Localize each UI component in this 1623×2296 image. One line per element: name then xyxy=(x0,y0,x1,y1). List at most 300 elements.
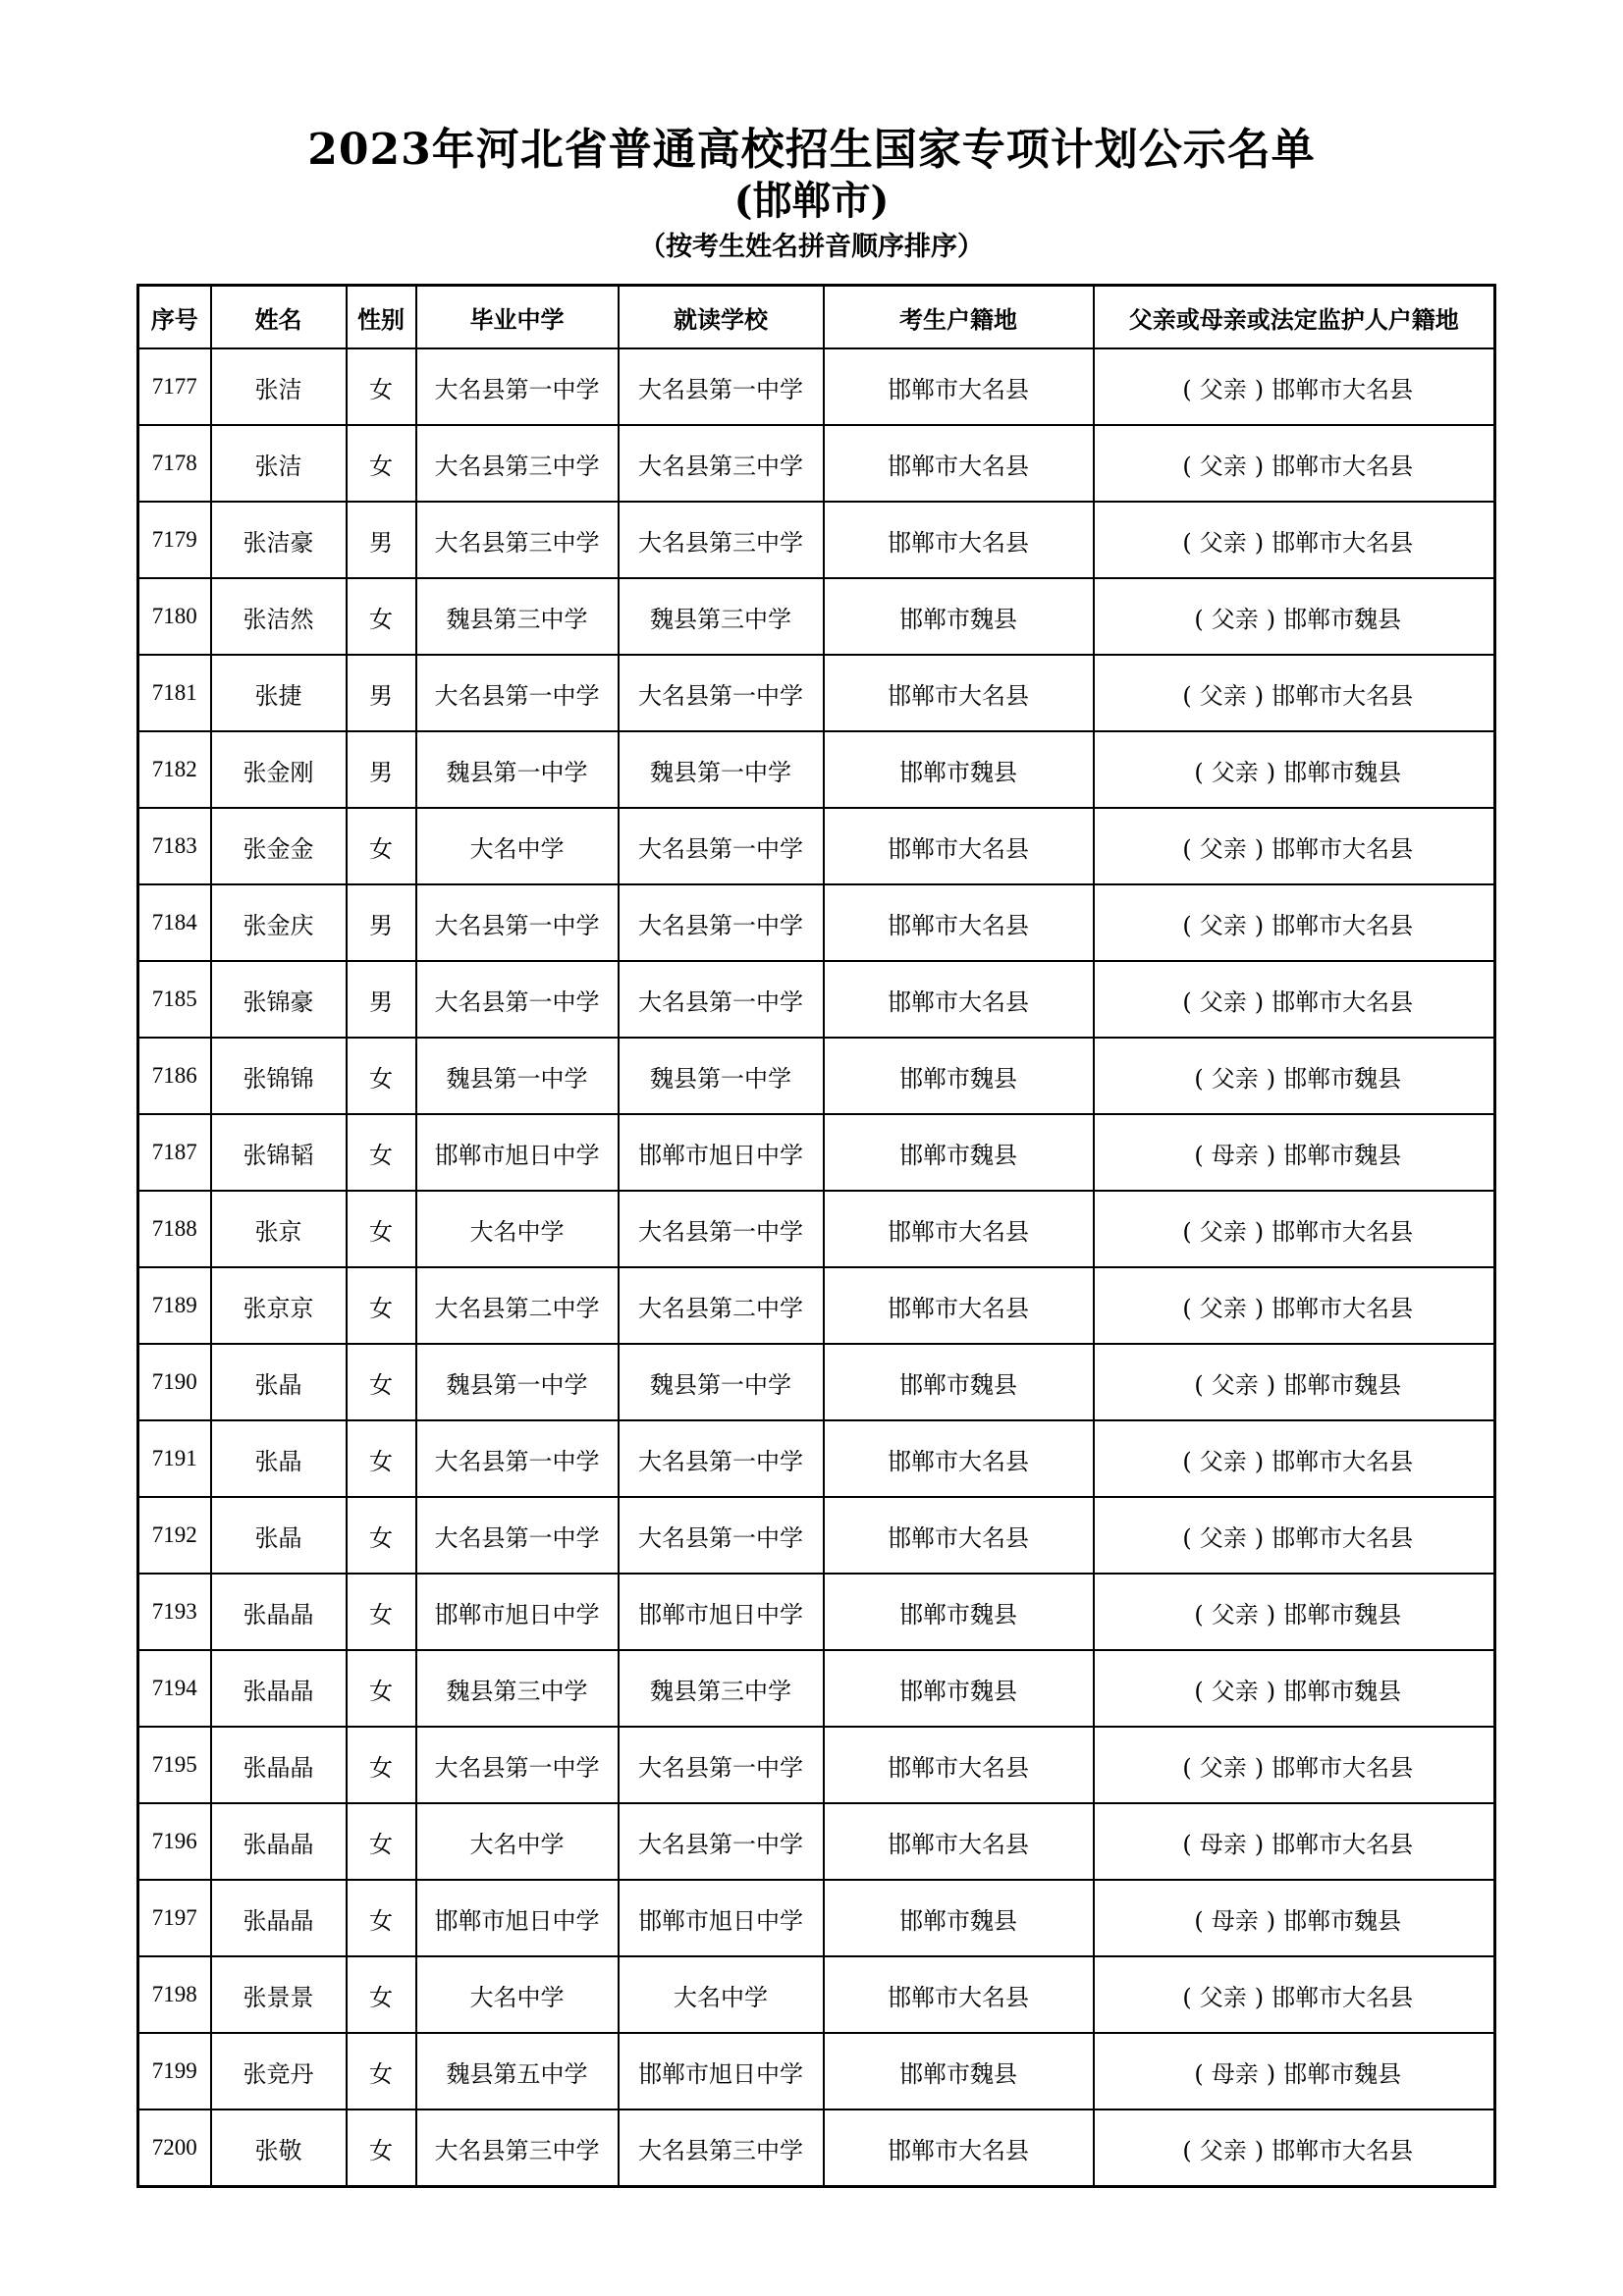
cell-name: 张京 xyxy=(211,1191,347,1267)
cell-no: 7185 xyxy=(138,961,211,1038)
cell-name: 张京京 xyxy=(211,1267,347,1344)
close-paren: ) xyxy=(1266,1064,1276,1093)
guardian-relation: 母亲 xyxy=(1211,2059,1259,2088)
cell-no: 7190 xyxy=(138,1344,211,1420)
cell-residence: 邯郸市大名县 xyxy=(824,808,1094,884)
close-paren: ) xyxy=(1254,528,1265,557)
guardian-relation: 父亲 xyxy=(1211,605,1259,633)
cell-name: 张洁然 xyxy=(211,578,347,655)
open-paren: ( xyxy=(1182,2136,1192,2164)
cell-current-school: 邯郸市旭日中学 xyxy=(619,2033,824,2109)
table-row xyxy=(138,1650,1495,1727)
cell-gender: 女 xyxy=(347,1574,416,1650)
cell-no: 7180 xyxy=(138,578,211,655)
table-row xyxy=(138,1191,1495,1267)
cell-guardian-residence xyxy=(1094,1574,1495,1650)
close-paren: ) xyxy=(1266,758,1276,786)
close-paren: ) xyxy=(1254,1447,1265,1475)
guardian-relation: 父亲 xyxy=(1211,758,1259,786)
open-paren: ( xyxy=(1182,1294,1192,1322)
cell-current-school: 邯郸市旭日中学 xyxy=(619,1880,824,1956)
cell-current-school: 魏县第三中学 xyxy=(619,1650,824,1727)
cell-no: 7184 xyxy=(138,884,211,961)
cell-residence: 邯郸市大名县 xyxy=(824,348,1094,425)
table-row xyxy=(138,1727,1495,1803)
guardian-residence-place: 邯郸市大名县 xyxy=(1271,528,1414,557)
cell-grad-school: 魏县第三中学 xyxy=(416,1650,619,1727)
cell-residence: 邯郸市魏县 xyxy=(824,1880,1094,1956)
close-paren: ) xyxy=(1266,1370,1276,1399)
cell-no: 7193 xyxy=(138,1574,211,1650)
cell-gender: 女 xyxy=(347,1344,416,1420)
cell-grad-school: 大名县第三中学 xyxy=(416,502,619,578)
column-header-no: 序号 xyxy=(138,286,211,349)
cell-no: 7183 xyxy=(138,808,211,884)
guardian-relation: 父亲 xyxy=(1199,452,1247,480)
cell-gender: 女 xyxy=(347,1880,416,1956)
open-paren: ( xyxy=(1182,911,1192,939)
guardian-relation: 父亲 xyxy=(1199,375,1247,403)
guardian-relation: 父亲 xyxy=(1199,911,1247,939)
cell-residence: 邯郸市大名县 xyxy=(824,1420,1094,1497)
table-row xyxy=(138,2109,1495,2187)
cell-residence: 邯郸市大名县 xyxy=(824,655,1094,731)
cell-grad-school: 大名县第一中学 xyxy=(416,961,619,1038)
guardian-relation: 父亲 xyxy=(1199,1753,1247,1782)
open-paren: ( xyxy=(1182,1753,1192,1782)
document-header xyxy=(0,126,1623,267)
cell-name: 张敬 xyxy=(211,2109,347,2187)
column-header-guardian-residence: 父亲或母亲或法定监护人户籍地 xyxy=(1094,286,1495,349)
cell-current-school: 大名县第一中学 xyxy=(619,348,824,425)
cell-no: 7194 xyxy=(138,1650,211,1727)
cell-grad-school: 大名中学 xyxy=(416,1191,619,1267)
cell-no: 7178 xyxy=(138,425,211,502)
cell-guardian-residence xyxy=(1094,1114,1495,1191)
guardian-residence-place: 邯郸市魏县 xyxy=(1283,1906,1402,1935)
cell-current-school: 大名县第二中学 xyxy=(619,1267,824,1344)
cell-guardian-residence xyxy=(1094,1956,1495,2033)
table-row xyxy=(138,578,1495,655)
cell-gender: 男 xyxy=(347,961,416,1038)
guardian-residence-place: 邯郸市大名县 xyxy=(1271,681,1414,710)
cell-guardian-residence xyxy=(1094,731,1495,808)
table-row xyxy=(138,884,1495,961)
cell-current-school: 大名县第三中学 xyxy=(619,502,824,578)
guardian-residence-place: 邯郸市大名县 xyxy=(1271,911,1414,939)
cell-gender: 女 xyxy=(347,1114,416,1191)
close-paren: ) xyxy=(1254,834,1265,863)
cell-guardian-residence xyxy=(1094,1650,1495,1727)
cell-name: 张锦豪 xyxy=(211,961,347,1038)
cell-guardian-residence xyxy=(1094,1880,1495,1956)
table-row xyxy=(138,1420,1495,1497)
cell-gender: 女 xyxy=(347,2109,416,2187)
guardian-residence-place: 邯郸市魏县 xyxy=(1283,1677,1402,1705)
open-paren: ( xyxy=(1194,758,1204,786)
cell-gender: 男 xyxy=(347,502,416,578)
cell-guardian-residence xyxy=(1094,1727,1495,1803)
close-paren: ) xyxy=(1266,1141,1276,1169)
table-row xyxy=(138,1344,1495,1420)
guardian-relation: 父亲 xyxy=(1199,2136,1247,2164)
close-paren: ) xyxy=(1254,452,1265,480)
cell-no: 7192 xyxy=(138,1497,211,1574)
guardian-relation: 父亲 xyxy=(1199,1294,1247,1322)
guardian-residence-place: 邯郸市魏县 xyxy=(1283,758,1402,786)
cell-grad-school: 大名县第一中学 xyxy=(416,348,619,425)
table-row xyxy=(138,808,1495,884)
cell-current-school: 大名中学 xyxy=(619,1956,824,2033)
cell-guardian-residence xyxy=(1094,1191,1495,1267)
cell-name: 张洁豪 xyxy=(211,502,347,578)
cell-current-school: 大名县第一中学 xyxy=(619,884,824,961)
cell-current-school: 邯郸市旭日中学 xyxy=(619,1114,824,1191)
cell-grad-school: 大名县第三中学 xyxy=(416,425,619,502)
cell-current-school: 大名县第一中学 xyxy=(619,1727,824,1803)
close-paren: ) xyxy=(1254,1523,1265,1552)
cell-grad-school: 大名县第一中学 xyxy=(416,884,619,961)
guardian-residence-place: 邯郸市大名县 xyxy=(1271,834,1414,863)
table-body xyxy=(138,348,1495,2187)
cell-no: 7191 xyxy=(138,1420,211,1497)
cell-grad-school: 大名中学 xyxy=(416,1956,619,2033)
guardian-relation: 父亲 xyxy=(1199,1983,1247,2011)
cell-no: 7195 xyxy=(138,1727,211,1803)
cell-current-school: 大名县第一中学 xyxy=(619,1420,824,1497)
guardian-residence-place: 邯郸市魏县 xyxy=(1283,1370,1402,1399)
cell-guardian-residence xyxy=(1094,655,1495,731)
guardian-relation: 父亲 xyxy=(1199,528,1247,557)
open-paren: ( xyxy=(1182,1983,1192,2011)
cell-name: 张金庆 xyxy=(211,884,347,961)
cell-residence: 邯郸市魏县 xyxy=(824,1650,1094,1727)
table-row xyxy=(138,1038,1495,1114)
open-paren: ( xyxy=(1182,375,1192,403)
cell-gender: 女 xyxy=(347,1650,416,1727)
cell-no: 7186 xyxy=(138,1038,211,1114)
cell-grad-school: 大名中学 xyxy=(416,1803,619,1880)
cell-no: 7197 xyxy=(138,1880,211,1956)
cell-guardian-residence xyxy=(1094,808,1495,884)
cell-guardian-residence xyxy=(1094,1497,1495,1574)
cell-name: 张捷 xyxy=(211,655,347,731)
cell-residence: 邯郸市魏县 xyxy=(824,1574,1094,1650)
guardian-residence-place: 邯郸市大名县 xyxy=(1271,1294,1414,1322)
close-paren: ) xyxy=(1254,988,1265,1016)
guardian-relation: 母亲 xyxy=(1211,1141,1259,1169)
guardian-relation: 父亲 xyxy=(1199,1523,1247,1552)
cell-residence: 邯郸市魏县 xyxy=(824,1038,1094,1114)
cell-current-school: 魏县第一中学 xyxy=(619,731,824,808)
cell-grad-school: 魏县第一中学 xyxy=(416,1038,619,1114)
cell-gender: 女 xyxy=(347,348,416,425)
cell-gender: 女 xyxy=(347,1038,416,1114)
guardian-relation: 父亲 xyxy=(1199,988,1247,1016)
student-roster-table xyxy=(136,284,1496,2188)
column-header-grad-school: 毕业中学 xyxy=(416,286,619,349)
cell-no: 7177 xyxy=(138,348,211,425)
cell-grad-school: 大名县第一中学 xyxy=(416,1497,619,1574)
table-row xyxy=(138,731,1495,808)
table-row xyxy=(138,348,1495,425)
open-paren: ( xyxy=(1182,1830,1192,1858)
cell-name: 张晶 xyxy=(211,1497,347,1574)
cell-gender: 男 xyxy=(347,884,416,961)
cell-grad-school: 大名县第三中学 xyxy=(416,2109,619,2187)
table-header-row xyxy=(138,286,1495,349)
close-paren: ) xyxy=(1254,2136,1265,2164)
cell-guardian-residence xyxy=(1094,502,1495,578)
guardian-residence-place: 邯郸市大名县 xyxy=(1271,1217,1414,1246)
cell-grad-school: 魏县第一中学 xyxy=(416,731,619,808)
guardian-residence-place: 邯郸市大名县 xyxy=(1271,1753,1414,1782)
open-paren: ( xyxy=(1182,988,1192,1016)
cell-grad-school: 邯郸市旭日中学 xyxy=(416,1880,619,1956)
guardian-residence-place: 邯郸市大名县 xyxy=(1271,1830,1414,1858)
cell-no: 7187 xyxy=(138,1114,211,1191)
cell-residence: 邯郸市大名县 xyxy=(824,1267,1094,1344)
cell-guardian-residence xyxy=(1094,1420,1495,1497)
cell-name: 张锦韬 xyxy=(211,1114,347,1191)
cell-no: 7182 xyxy=(138,731,211,808)
guardian-residence-place: 邯郸市魏县 xyxy=(1283,2059,1402,2088)
guardian-residence-place: 邯郸市大名县 xyxy=(1271,1983,1414,2011)
cell-guardian-residence xyxy=(1094,1038,1495,1114)
cell-name: 张洁 xyxy=(211,348,347,425)
guardian-residence-place: 邯郸市魏县 xyxy=(1283,605,1402,633)
guardian-residence-place: 邯郸市魏县 xyxy=(1283,1141,1402,1169)
cell-no: 7181 xyxy=(138,655,211,731)
cell-current-school: 大名县第一中学 xyxy=(619,961,824,1038)
cell-residence: 邯郸市魏县 xyxy=(824,1344,1094,1420)
cell-current-school: 大名县第一中学 xyxy=(619,1497,824,1574)
cell-gender: 女 xyxy=(347,1727,416,1803)
cell-guardian-residence xyxy=(1094,1803,1495,1880)
guardian-residence-place: 邯郸市大名县 xyxy=(1271,2136,1414,2164)
close-paren: ) xyxy=(1266,1906,1276,1935)
cell-name: 张晶晶 xyxy=(211,1574,347,1650)
column-header-residence: 考生户籍地 xyxy=(824,286,1094,349)
cell-guardian-residence xyxy=(1094,425,1495,502)
cell-current-school: 大名县第一中学 xyxy=(619,655,824,731)
cell-no: 7189 xyxy=(138,1267,211,1344)
cell-residence: 邯郸市魏县 xyxy=(824,2033,1094,2109)
cell-name: 张晶晶 xyxy=(211,1650,347,1727)
cell-grad-school: 魏县第三中学 xyxy=(416,578,619,655)
column-header-gender: 性别 xyxy=(347,286,416,349)
cell-residence: 邯郸市大名县 xyxy=(824,961,1094,1038)
guardian-residence-place: 邯郸市大名县 xyxy=(1271,452,1414,480)
open-paren: ( xyxy=(1194,605,1204,633)
table-row xyxy=(138,655,1495,731)
cell-current-school: 魏县第一中学 xyxy=(619,1344,824,1420)
cell-name: 张金刚 xyxy=(211,731,347,808)
cell-residence: 邯郸市大名县 xyxy=(824,884,1094,961)
cell-residence: 邯郸市大名县 xyxy=(824,1497,1094,1574)
guardian-residence-place: 邯郸市魏县 xyxy=(1283,1600,1402,1629)
cell-no: 7199 xyxy=(138,2033,211,2109)
close-paren: ) xyxy=(1266,605,1276,633)
open-paren: ( xyxy=(1182,452,1192,480)
cell-guardian-residence xyxy=(1094,884,1495,961)
close-paren: ) xyxy=(1254,1217,1265,1246)
cell-grad-school: 大名中学 xyxy=(416,808,619,884)
cell-residence: 邯郸市魏县 xyxy=(824,1114,1094,1191)
table-row xyxy=(138,961,1495,1038)
cell-gender: 男 xyxy=(347,655,416,731)
cell-name: 张洁 xyxy=(211,425,347,502)
table-row xyxy=(138,425,1495,502)
guardian-residence-place: 邯郸市大名县 xyxy=(1271,375,1414,403)
cell-no: 7196 xyxy=(138,1803,211,1880)
table-row xyxy=(138,1574,1495,1650)
cell-gender: 女 xyxy=(347,1497,416,1574)
cell-residence: 邯郸市大名县 xyxy=(824,1803,1094,1880)
open-paren: ( xyxy=(1194,1677,1204,1705)
cell-current-school: 大名县第三中学 xyxy=(619,2109,824,2187)
close-paren: ) xyxy=(1254,681,1265,710)
guardian-relation: 父亲 xyxy=(1199,681,1247,710)
open-paren: ( xyxy=(1194,2059,1204,2088)
table-row xyxy=(138,1267,1495,1344)
cell-current-school: 魏县第三中学 xyxy=(619,578,824,655)
cell-name: 张竞丹 xyxy=(211,2033,347,2109)
cell-name: 张晶晶 xyxy=(211,1803,347,1880)
cell-guardian-residence xyxy=(1094,2109,1495,2187)
cell-gender: 男 xyxy=(347,731,416,808)
table-row xyxy=(138,1497,1495,1574)
close-paren: ) xyxy=(1254,1830,1265,1858)
cell-current-school: 邯郸市旭日中学 xyxy=(619,1574,824,1650)
cell-grad-school: 邯郸市旭日中学 xyxy=(416,1114,619,1191)
table-row xyxy=(138,1956,1495,2033)
open-paren: ( xyxy=(1182,834,1192,863)
page-subtitle: (邯郸市) xyxy=(733,178,890,224)
cell-grad-school: 大名县第二中学 xyxy=(416,1267,619,1344)
table-row xyxy=(138,1114,1495,1191)
cell-no: 7198 xyxy=(138,1956,211,2033)
close-paren: ) xyxy=(1266,1677,1276,1705)
cell-name: 张晶 xyxy=(211,1420,347,1497)
close-paren: ) xyxy=(1254,1753,1265,1782)
guardian-residence-place: 邯郸市魏县 xyxy=(1283,1064,1402,1093)
guardian-residence-place: 邯郸市大名县 xyxy=(1271,988,1414,1016)
open-paren: ( xyxy=(1194,1141,1204,1169)
cell-grad-school: 魏县第一中学 xyxy=(416,1344,619,1420)
cell-no: 7200 xyxy=(138,2109,211,2187)
cell-residence: 邯郸市大名县 xyxy=(824,2109,1094,2187)
cell-gender: 女 xyxy=(347,578,416,655)
cell-residence: 邯郸市大名县 xyxy=(824,1956,1094,2033)
cell-name: 张晶晶 xyxy=(211,1880,347,1956)
close-paren: ) xyxy=(1254,911,1265,939)
table-row xyxy=(138,2033,1495,2109)
cell-grad-school: 魏县第五中学 xyxy=(416,2033,619,2109)
open-paren: ( xyxy=(1194,1064,1204,1093)
cell-residence: 邯郸市大名县 xyxy=(824,502,1094,578)
column-header-name: 姓名 xyxy=(211,286,347,349)
guardian-relation: 母亲 xyxy=(1199,1830,1247,1858)
guardian-residence-place: 邯郸市大名县 xyxy=(1271,1523,1414,1552)
cell-guardian-residence xyxy=(1094,1344,1495,1420)
page-title: 2023年河北省普通高校招生国家专项计划公示名单 xyxy=(307,125,1316,175)
close-paren: ) xyxy=(1254,1294,1265,1322)
close-paren: ) xyxy=(1266,1600,1276,1629)
table-row xyxy=(138,1880,1495,1956)
column-header-current-school: 就读学校 xyxy=(619,286,824,349)
cell-grad-school: 大名县第一中学 xyxy=(416,655,619,731)
cell-gender: 女 xyxy=(347,2033,416,2109)
cell-guardian-residence xyxy=(1094,348,1495,425)
guardian-residence-place: 邯郸市大名县 xyxy=(1271,1447,1414,1475)
open-paren: ( xyxy=(1182,1217,1192,1246)
guardian-relation: 父亲 xyxy=(1211,1370,1259,1399)
cell-name: 张晶 xyxy=(211,1344,347,1420)
guardian-relation: 父亲 xyxy=(1199,1217,1247,1246)
cell-guardian-residence xyxy=(1094,578,1495,655)
open-paren: ( xyxy=(1182,1523,1192,1552)
cell-residence: 邯郸市魏县 xyxy=(824,578,1094,655)
close-paren: ) xyxy=(1254,375,1265,403)
cell-name: 张锦锦 xyxy=(211,1038,347,1114)
guardian-relation: 父亲 xyxy=(1211,1600,1259,1629)
cell-current-school: 大名县第一中学 xyxy=(619,1191,824,1267)
cell-grad-school: 大名县第一中学 xyxy=(416,1727,619,1803)
cell-gender: 女 xyxy=(347,1420,416,1497)
cell-guardian-residence xyxy=(1094,961,1495,1038)
close-paren: ) xyxy=(1254,1983,1265,2011)
cell-gender: 女 xyxy=(347,425,416,502)
cell-no: 7179 xyxy=(138,502,211,578)
cell-gender: 女 xyxy=(347,1803,416,1880)
cell-guardian-residence xyxy=(1094,1267,1495,1344)
open-paren: ( xyxy=(1194,1370,1204,1399)
cell-residence: 邯郸市大名县 xyxy=(824,1727,1094,1803)
close-paren: ) xyxy=(1266,2059,1276,2088)
cell-residence: 邯郸市魏县 xyxy=(824,731,1094,808)
cell-current-school: 大名县第一中学 xyxy=(619,1803,824,1880)
guardian-relation: 父亲 xyxy=(1211,1064,1259,1093)
cell-residence: 邯郸市大名县 xyxy=(824,1191,1094,1267)
sort-note: （按考生姓名拼音顺序排序） xyxy=(639,232,984,262)
cell-residence: 邯郸市大名县 xyxy=(824,425,1094,502)
cell-gender: 女 xyxy=(347,1191,416,1267)
cell-current-school: 大名县第三中学 xyxy=(619,425,824,502)
open-paren: ( xyxy=(1194,1906,1204,1935)
open-paren: ( xyxy=(1182,528,1192,557)
open-paren: ( xyxy=(1182,1447,1192,1475)
cell-current-school: 魏县第一中学 xyxy=(619,1038,824,1114)
open-paren: ( xyxy=(1182,681,1192,710)
guardian-relation: 父亲 xyxy=(1199,1447,1247,1475)
cell-gender: 女 xyxy=(347,1267,416,1344)
guardian-relation: 父亲 xyxy=(1199,834,1247,863)
cell-grad-school: 邯郸市旭日中学 xyxy=(416,1574,619,1650)
guardian-relation: 父亲 xyxy=(1211,1677,1259,1705)
cell-grad-school: 大名县第一中学 xyxy=(416,1420,619,1497)
table-row xyxy=(138,502,1495,578)
cell-name: 张景景 xyxy=(211,1956,347,2033)
table-row xyxy=(138,1803,1495,1880)
cell-name: 张晶晶 xyxy=(211,1727,347,1803)
cell-gender: 女 xyxy=(347,808,416,884)
cell-name: 张金金 xyxy=(211,808,347,884)
cell-no: 7188 xyxy=(138,1191,211,1267)
open-paren: ( xyxy=(1194,1600,1204,1629)
cell-guardian-residence xyxy=(1094,2033,1495,2109)
guardian-relation: 母亲 xyxy=(1211,1906,1259,1935)
